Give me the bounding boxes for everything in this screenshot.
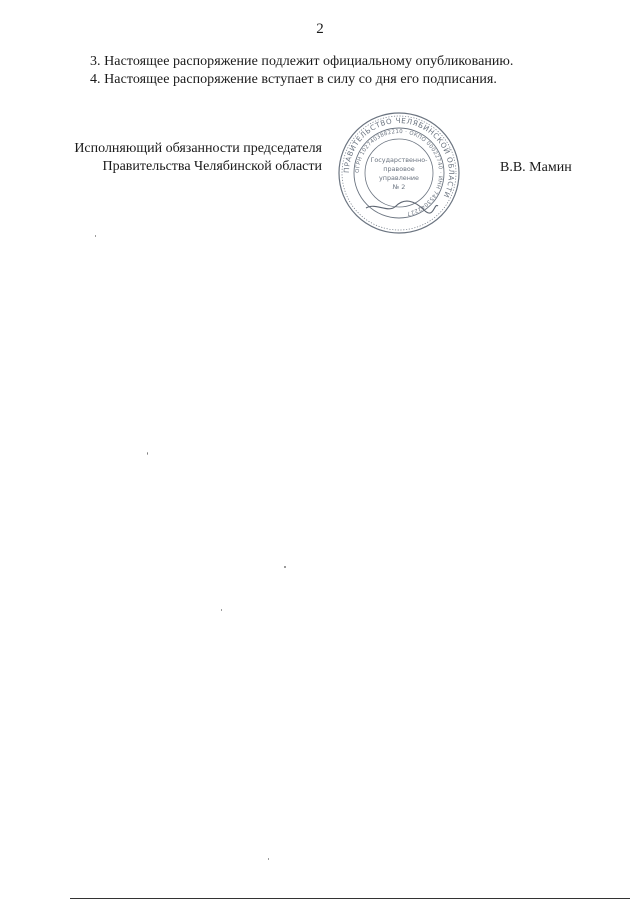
seal-center-line2: правовое [383,165,415,173]
scan-speck [221,609,222,611]
signer-name: В.В. Мамин [500,160,572,175]
scan-speck [268,858,269,860]
signer-position-line2: Правительства Челябинской области [102,159,322,174]
seal-outer-text: ПРАВИТЕЛЬСТВО ЧЕЛЯБИНСКОЙ ОБЛАСТИ [341,115,457,200]
seal-center-line1: Государственно- [370,156,428,164]
page-number: 2 [316,21,324,37]
paragraph-4: 4. Настоящее распоряжение вступает в силу со дня его подписания. [90,72,497,87]
seal-center-line3: управление [379,174,419,182]
signer-position [74,140,322,176]
bottom-scan-edge [70,898,630,899]
signer-position-line1: Исполняющий обязанности председателя [74,141,322,156]
scan-speck [147,452,148,455]
seal-center-line4: № 2 [392,183,406,191]
official-seal-stamp [336,110,462,236]
scan-speck [284,566,286,568]
paragraph-3: 3. Настоящее распоряжение подлежит официальному опубликованию. [90,54,514,69]
seal-inner-ring-text: ОГРН 1027403882210 · ОКПО 00022740 · ИНН 7453042227 [354,128,444,217]
scan-speck [95,235,96,237]
